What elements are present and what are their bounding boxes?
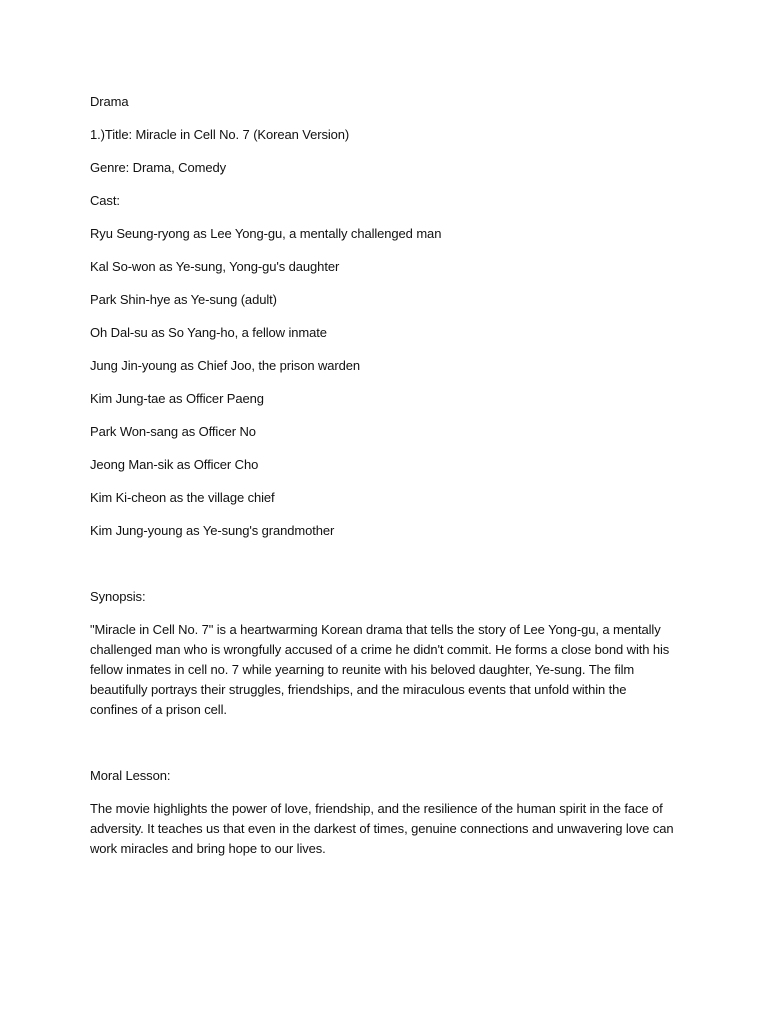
synopsis-heading: Synopsis: — [90, 589, 146, 604]
cast-item: Kim Jung-young as Ye-sung's grandmother — [90, 523, 335, 538]
cast-heading: Cast: — [90, 193, 120, 208]
cast-item: Oh Dal-su as So Yang-ho, a fellow inmate — [90, 325, 327, 340]
category-heading: Drama — [90, 94, 129, 109]
cast-item: Jeong Man-sik as Officer Cho — [90, 457, 259, 472]
cast-item: Kal So-won as Ye-sung, Yong-gu's daughter — [90, 259, 340, 274]
genre-line: Genre: Drama, Comedy — [90, 160, 226, 175]
synopsis-paragraph: "Miracle in Cell No. 7" is a heartwarming Korean drama that tells the story of Lee Yong-gu, a mentally challenged man who is wrongfully accused of a crime he didn't commit. He forms a close bond with his fellow inmates in cell no. 7 while yearning to reunite with his beloved daughter, Ye-sung. The film beautifully portrays their struggles, friendships, and the miraculous events that unfold within the confines of a prison cell. — [90, 622, 670, 717]
cast-item: Ryu Seung-ryong as Lee Yong-gu, a mentally challenged man — [90, 226, 442, 241]
cast-item: Park Shin-hye as Ye-sung (adult) — [90, 292, 277, 307]
cast-item: Kim Jung-tae as Officer Paeng — [90, 391, 264, 406]
cast-list — [90, 224, 690, 541]
moral-lesson-paragraph: The movie highlights the power of love, friendship, and the resilience of the human spirit in the face of adversity. It teaches us that even in the darkest of times, genuine connections and unwavering love can work miracles and bring hope to our lives. — [90, 801, 674, 856]
cast-item: Jung Jin-young as Chief Joo, the prison warden — [90, 358, 361, 373]
movie-title: 1.)Title: Miracle in Cell No. 7 (Korean Version) — [90, 127, 350, 142]
cast-item: Park Won-sang as Officer No — [90, 424, 256, 439]
moral-lesson-heading: Moral Lesson: — [90, 768, 171, 783]
document-page — [90, 92, 690, 859]
cast-item: Kim Ki-cheon as the village chief — [90, 490, 275, 505]
